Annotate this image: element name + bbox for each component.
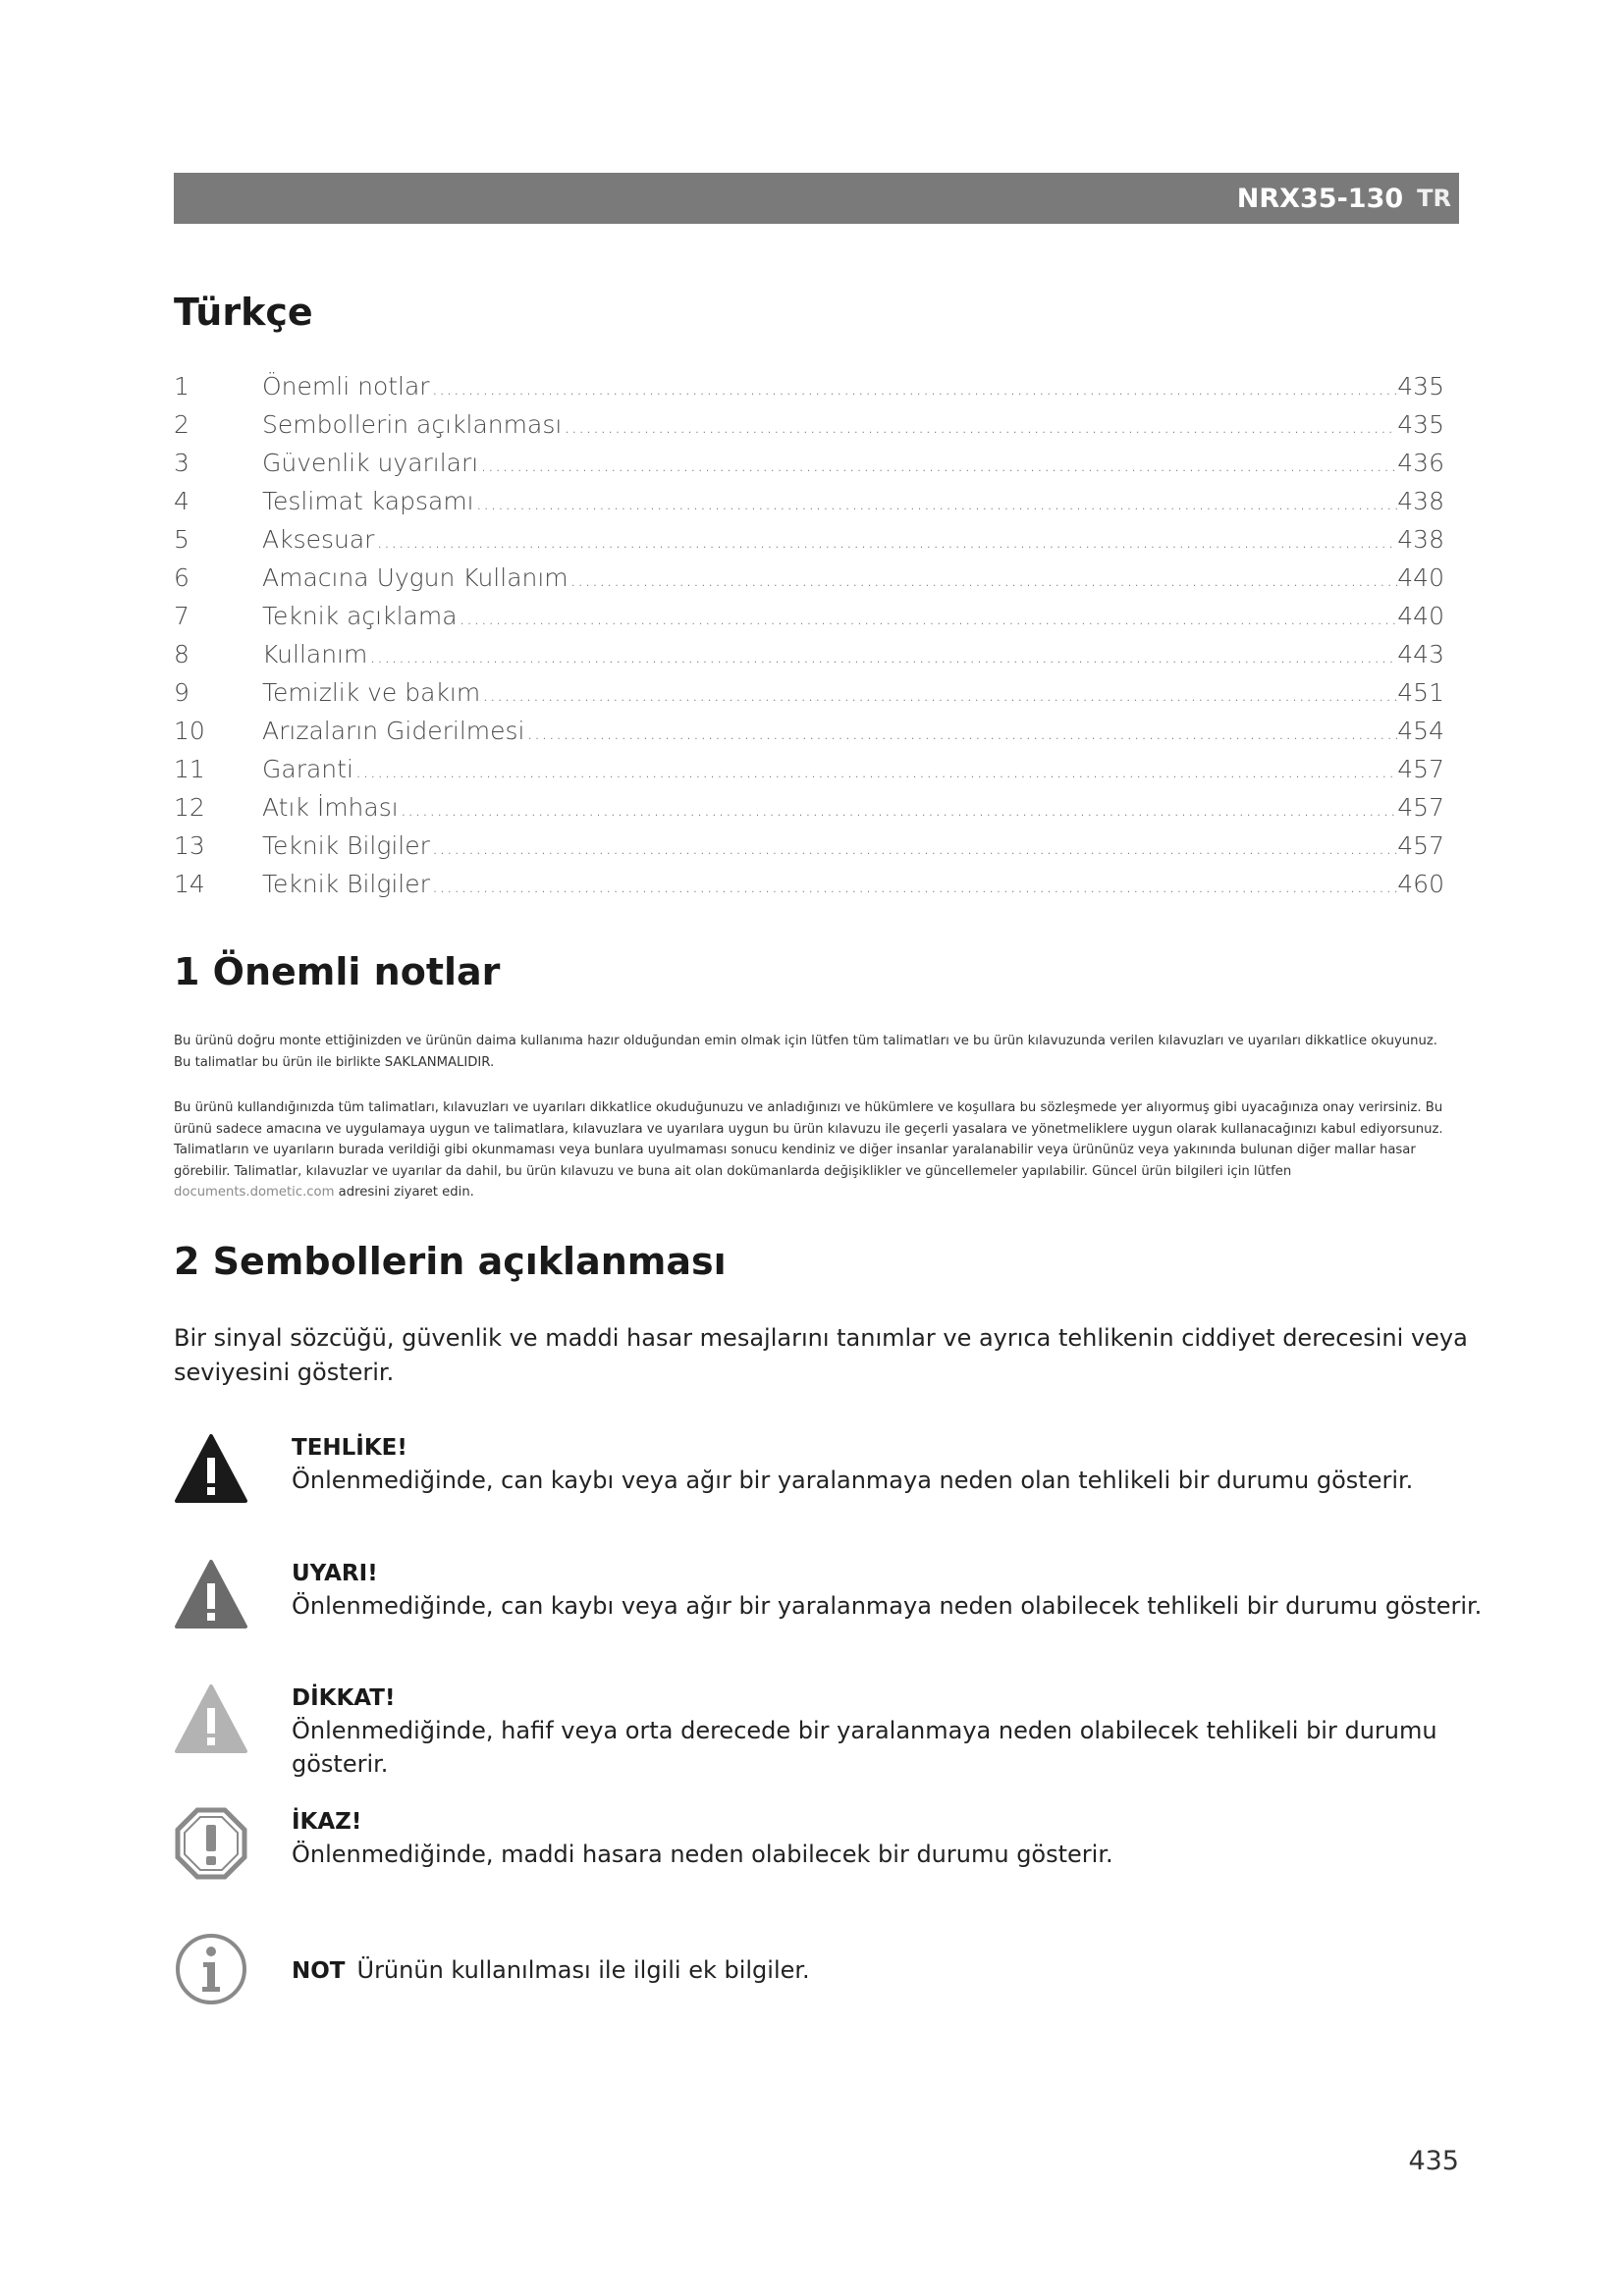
signal-word-note: NOT [292,1958,346,1984]
symbol-danger-text [292,1432,1489,1497]
toc-entry-page: 460 [1397,870,1444,898]
toc-entry-page: 435 [1397,372,1444,400]
danger-warning-triangle-icon [174,1432,248,1507]
toc-entry-title: Garanti [262,755,353,783]
toc-entry-page: 457 [1397,831,1444,860]
toc-leader-dots [374,529,1397,553]
warning-triangle-icon [174,1558,248,1632]
toc-entry-page: 443 [1397,640,1444,668]
toc-leader-dots [562,414,1397,438]
toc-entry-number: 1 [174,372,189,400]
toc-entry-page: 436 [1397,449,1444,477]
section-1-heading: 1 Önemli notlar [174,950,501,993]
toc-entry-number: 14 [174,870,205,898]
symbol-warning [174,1558,1489,1646]
toc-entry-title: Teknik Bilgiler [262,831,430,860]
signal-desc-warning: Önlenmediğinde, can kaybı veya ağır bir yaralanmaya neden olabilecek tehlikeli bir durumu gösterir. [292,1592,1483,1620]
language-code: TR [1417,185,1451,212]
header-bar [174,173,1459,224]
symbol-note [174,1932,1489,2020]
toc-entry-page: 457 [1397,755,1444,783]
toc-entry-page: 457 [1397,793,1444,822]
toc-entry-title: Sembollerin açıklanması [262,410,563,439]
notice-octagon-icon [174,1806,248,1881]
toc-leader-dots [430,874,1397,897]
paragraph-2-end: adresini ziyaret edin. [334,1185,474,1200]
toc-entry-number: 4 [174,487,189,515]
signal-desc-danger: Önlenmediğinde, can kaybı veya ağır bir yaralanmaya neden olan tehlikeli bir durumu gösterir. [292,1467,1414,1494]
paragraph-2-text: Bu ürünü kullandığınızda tüm talimatları, kılavuzları ve uyarıları dikkatlice okuduğunuzu ve anladığınızı ve hükümlere ve koşullara bu sözleşmede yer alıyormuş gibi uyacağınıza onay verirsiniz. Bu ürünü sadece amacına ve uygulamaya uygun ve talimatlara, kılavuzlara ve uyarılara uygun bu ürün kılavuzu ile geçerli yasalara ve yönetmeliklere uygun olarak kullanacağınızı kabul ediyorsunuz. Talimatların ve uyarıların burada verildiği gibi okunmaması veya bunlara uyulmaması sonucu kendiniz ve diğer insanlar yaralanabilir veya ürününüz veya yakınında bulunan diğer mallar hasar görebilir. Talimatlar, kılavuzlar ve uyarılar da dahil, bu ürün kılavuzu ve buna ait olan dokümanlarda değişiklikler ve güncellemeler yapılabilir. Güncel ürün bilgileri için lütfen [174,1100,1443,1179]
toc-entry-title: Güvenlik uyarıları [262,449,479,477]
toc-entry-title: Önemli notlar [262,372,430,400]
toc-entry-page: 440 [1397,563,1444,592]
signal-desc-notice: Önlenmediğinde, maddi hasara neden olabilecek bir durumu gösterir. [292,1841,1113,1868]
symbol-warning-text [292,1558,1489,1623]
toc-entry-page: 438 [1397,525,1444,554]
toc-leader-dots [478,453,1397,476]
toc-entry-title: Teknik açıklama [262,602,458,630]
toc-entry[interactable] [174,831,1444,870]
toc-leader-dots [430,376,1398,400]
toc-entry-page: 438 [1397,487,1444,515]
page-number: 435 [1408,2146,1459,2176]
caution-triangle-icon [174,1682,248,1757]
info-circle-icon [174,1932,248,2006]
toc-entry[interactable] [174,755,1444,793]
toc-entry-number: 8 [174,640,189,668]
toc-entry-page: 451 [1397,678,1444,707]
toc-leader-dots [568,567,1398,591]
toc-entry-number: 13 [174,831,205,860]
symbol-caution-text [292,1682,1489,1781]
toc-entry-number: 2 [174,410,189,439]
signal-desc-caution: Önlenmediğinde, hafif veya orta derecede bir yaralanmaya neden olabilecek tehlikeli bir durumu gösterir. [292,1717,1437,1778]
toc-entry[interactable] [174,525,1444,563]
toc-entry-title: Teslimat kapsamı [262,487,474,515]
toc-entry[interactable] [174,717,1444,755]
toc-entry-page: 454 [1397,717,1444,745]
toc-entry-title: Amacına Uygun Kullanım [262,563,568,592]
toc-entry-title: Arızaların Giderilmesi [262,717,525,745]
toc-entry-number: 11 [174,755,205,783]
toc-leader-dots [525,721,1398,744]
toc-entry-page: 440 [1397,602,1444,630]
toc-entry[interactable] [174,640,1444,678]
toc-entry[interactable] [174,563,1444,602]
signal-word-danger: TEHLİKE! [292,1435,407,1461]
toc-entry-title: Atık İmhası [262,793,399,822]
toc-entry[interactable] [174,602,1444,640]
signal-word-caution: DİKKAT! [292,1685,396,1711]
toc-entry-number: 12 [174,793,205,822]
toc-entry[interactable] [174,372,1444,410]
toc-entry-title: Aksesuar [262,525,375,554]
toc-entry-number: 3 [174,449,189,477]
signal-desc-note: Ürünün kullanılması ile ilgili ek bilgiler. [356,1956,810,1984]
toc-entry-number: 9 [174,678,189,707]
symbol-danger [174,1432,1489,1521]
symbol-notice-text [292,1806,1489,1871]
section-2-heading: 2 Sembollerin açıklanması [174,1240,727,1283]
toc-entry-number: 6 [174,563,189,592]
symbol-caution [174,1682,1489,1778]
toc-leader-dots [367,644,1397,667]
toc-entry-number: 7 [174,602,189,630]
toc-entry[interactable] [174,678,1444,717]
toc-entry-page: 435 [1397,410,1444,439]
language-title: Türkçe [174,291,313,334]
table-of-contents [174,372,1444,908]
documents-link[interactable]: documents.dometic.com [174,1185,335,1200]
section-2-intro: Bir sinyal sözcüğü, güvenlik ve maddi hasar mesajlarını tanımlar ve ayrıca tehlikenin ciddiyet derecesini veya seviyesini gösterir. [174,1324,1468,1386]
toc-leader-dots [430,835,1397,859]
note-line [292,1953,1489,1987]
symbol-notice [174,1806,1489,1895]
toc-leader-dots [458,606,1398,629]
toc-entry-title: Teknik Bilgiler [262,870,430,898]
model-name: NRX35-130 [1236,183,1404,214]
toc-leader-dots [399,797,1398,821]
toc-entry-title: Kullanım [262,640,368,668]
symbol-note-text [292,1953,1489,1987]
toc-entry-number: 10 [174,717,205,745]
signal-word-notice: İKAZ! [292,1809,362,1835]
toc-entry[interactable] [174,870,1444,908]
toc-entry[interactable] [174,793,1444,831]
toc-leader-dots [353,759,1397,782]
toc-leader-dots [480,682,1397,706]
toc-entry[interactable] [174,410,1444,449]
toc-entry[interactable] [174,487,1444,525]
toc-leader-dots [474,491,1398,514]
toc-entry[interactable] [174,449,1444,487]
section-1-paragraph-1: Bu ürünü doğru monte ettiğinizden ve ürünün daima kullanıma hazır olduğundan emin olmak için lütfen tüm talimatları ve bu ürün kılavuzunda verilen kılavuzları ve uyarıları dikkatlice okuyunuz. Bu talimatlar bu ürün ile birlikte SAKLANMALIDIR. [174,1034,1437,1070]
signal-word-warning: UYARI! [292,1561,378,1586]
toc-entry-title: Temizlik ve bakım [262,678,481,707]
section-1-paragraph-2 [174,1097,1450,1203]
toc-entry-number: 5 [174,525,189,554]
